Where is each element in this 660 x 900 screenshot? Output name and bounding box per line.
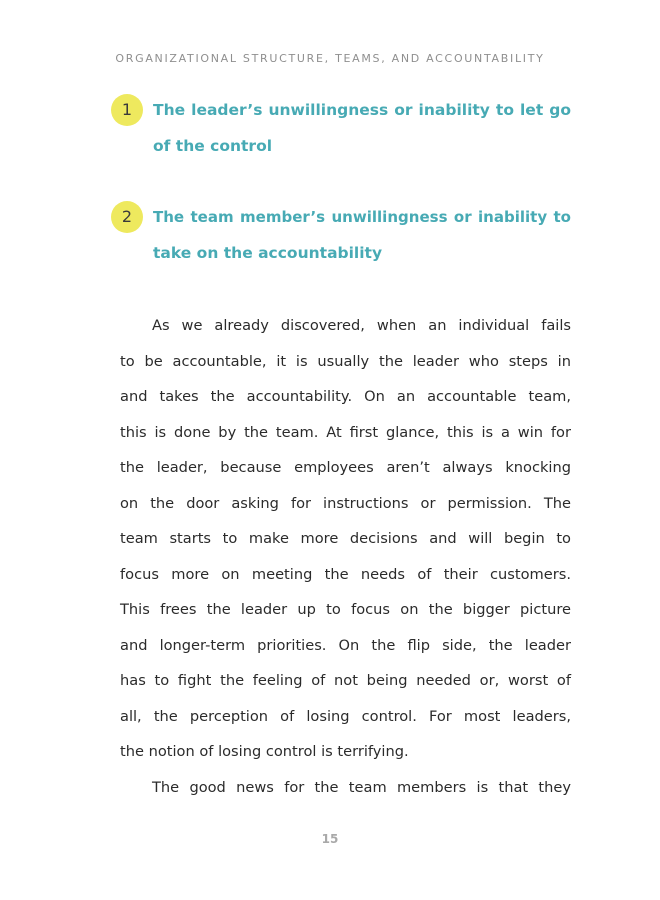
number-badge: 1 [111,94,143,126]
paragraph-line: this is done by the team. At first glance, this is a win for [120,423,571,441]
number-badge: 2 [111,201,143,233]
page-number: 15 [321,832,339,846]
paragraph-line: to be accountable, it is usually the leader who steps in [120,352,571,370]
paragraph-line: As we already discovered, when an individual fails [152,317,571,334]
paragraph-line: team starts to make more decisions and will begin to [120,530,571,547]
paragraph-line: and takes the accountability. On an accountable team, [120,388,571,405]
numbered-item-line: The leader’s unwillingness or inability to let go [153,101,571,119]
paragraph-line: the notion of losing control is terrifying. [120,743,409,760]
numbered-item-text [153,199,571,271]
paragraph-line: has to fight the feeling of not being needed or, worst of [120,672,571,689]
numbered-item-line: of the control [153,137,273,155]
numbered-item-line: The team member’s unwillingness or inability to [153,208,571,226]
numbered-item-line: take on the accountability [153,244,383,262]
paragraph-line: The good news for the team members is that they [152,778,571,796]
paragraph-line: and longer-term priorities. On the flip side, the leader [120,636,571,654]
paragraph-line: all, the perception of losing control. For most leaders, [120,707,571,725]
body-text [120,308,571,805]
paragraph-line: on the door asking for instructions or permission. The [120,494,571,512]
paragraph-line: This frees the leader up to focus on the bigger picture [120,601,571,618]
running-head: ORGANIZATIONAL STRUCTURE, TEAMS, AND ACCOUNTABILITY [115,52,545,65]
paragraph-line: focus more on meeting the needs of their customers. [120,565,571,583]
numbered-item-text [153,92,571,164]
paragraph-line: the leader, because employees aren’t always knocking [120,459,571,476]
